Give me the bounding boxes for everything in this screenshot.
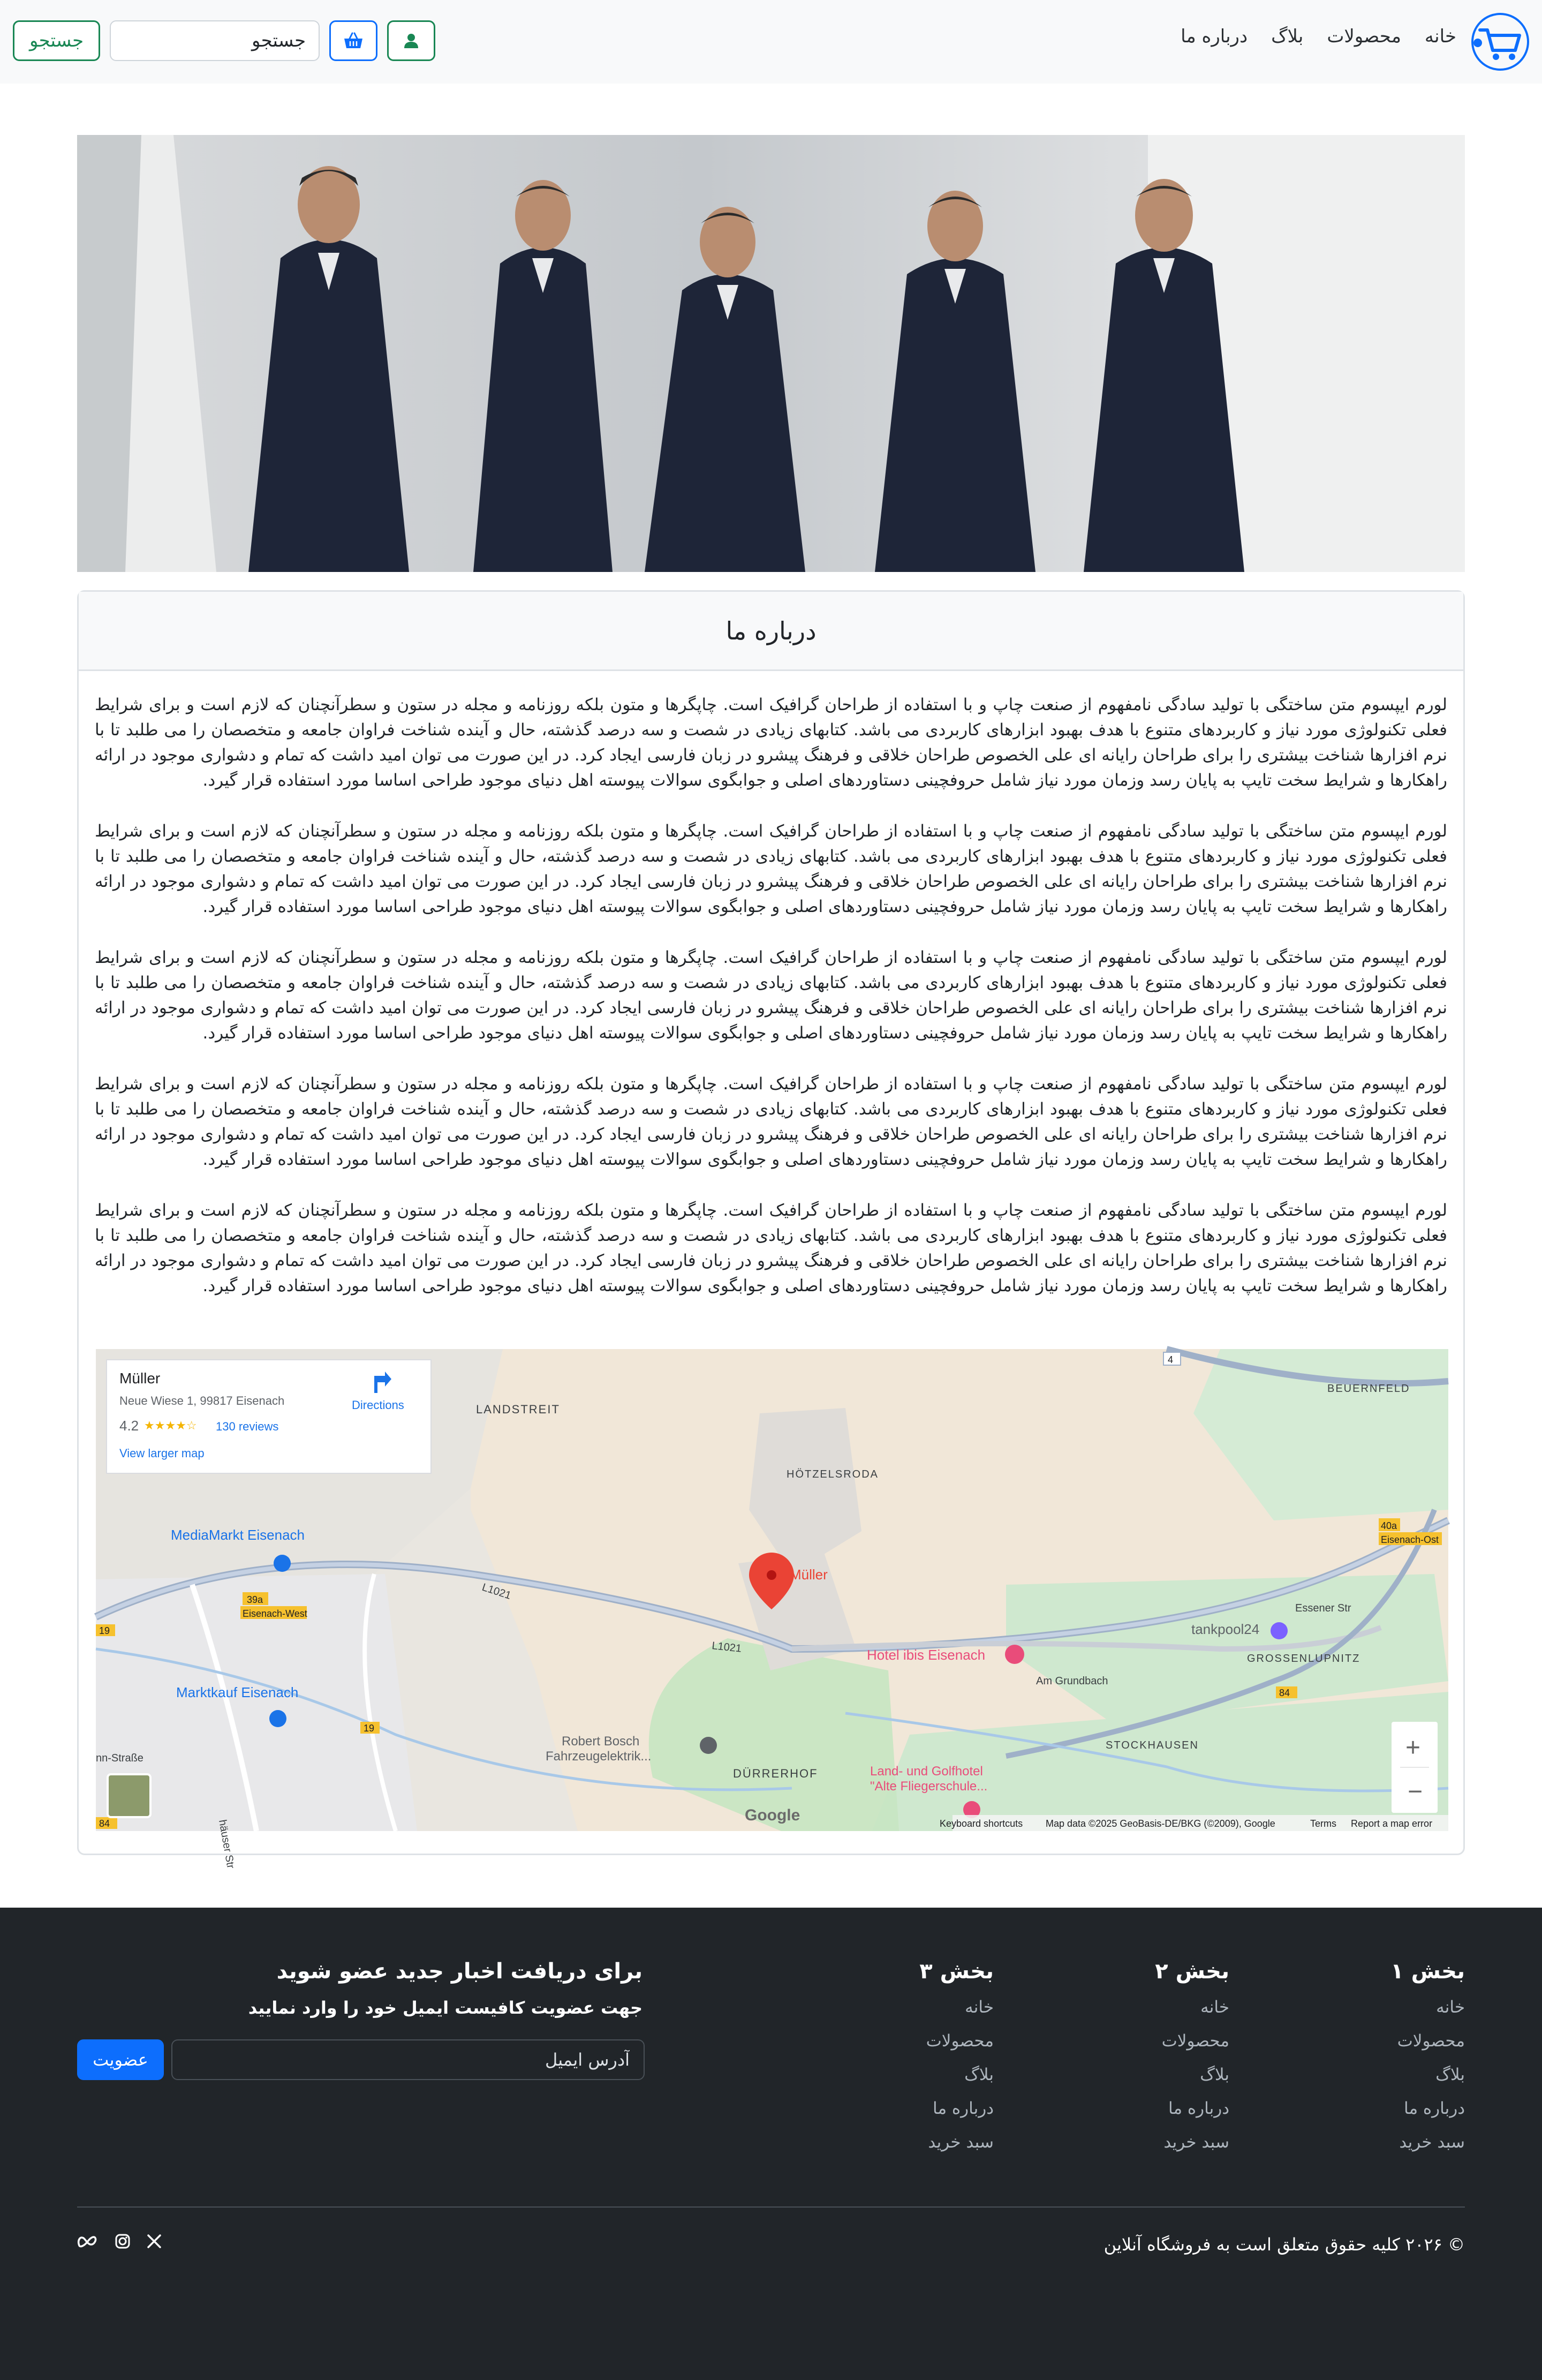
map-label: HÖTZELSRODA — [787, 1468, 879, 1480]
user-icon — [403, 33, 419, 49]
map-label: MediaMarkt Eisenach — [171, 1527, 305, 1543]
meta-icon[interactable] — [77, 2235, 99, 2248]
hero-banner-image — [77, 135, 1465, 572]
footer-link[interactable]: بلاگ — [1435, 2065, 1465, 2084]
map-label: Marktkauf Eisenach — [176, 1684, 299, 1700]
newsletter — [248, 1959, 642, 2018]
map-rating: 4.2 — [119, 1418, 139, 1434]
google-map[interactable] — [96, 1349, 1448, 1870]
cart-button[interactable] — [329, 20, 377, 61]
map-label: nn-Straße — [96, 1752, 143, 1764]
footer-link[interactable]: بلاگ — [964, 2065, 994, 2084]
footer-col-title: بخش ۱ — [1390, 1959, 1465, 1984]
about-paragraph: لورم ایپسوم متن ساختگی با تولید سادگی نامفهوم از صنعت چاپ و با استفاده از طراحان گرافیک است. چاپگرها و متون بلکه روزنامه و مجله در ستون و سطرآنچنان که لازم است و برای شرایط فعلی تکنولوژی مورد نیاز و کاربردهای متنوع با هدف بهبود ابزارهای کاربردی می باشد. کتابهای زیادی در شصت و سه درصد گذشته، حال و آینده شناخت فراوان جامعه و متخصصان را می طلبد تا با نرم افزارها شناخت بیشتری را برای طراحان رایانه ای علی الخصوص طراحان خلاقی و فرهنگ پیشرو در زبان فارسی ایجاد کرد. در این صورت می توان امید داشت که تمام و دشواری موجود در ارائه راهکارها و شرایط سخت تایپ به پایان رسد وزمان مورد نیاز شامل حروفچینی دستاوردهای اصلی و جوابگوی سوالات پیوسته اهل دنیای موجود طراحی اساسا مورد استفاده قرار گیرد. — [95, 948, 1447, 1043]
footer-link[interactable]: سبد خرید — [928, 2133, 994, 2152]
shopping-pin-icon — [269, 1710, 286, 1727]
map-label: GROSSENLUPNITZ — [1247, 1653, 1360, 1665]
footer-link[interactable]: خانه — [1436, 1998, 1465, 2017]
nav-links — [1181, 26, 1456, 47]
footer-link[interactable]: درباره ما — [1404, 2099, 1465, 2118]
map-label: BEUERNFELD — [1327, 1383, 1410, 1395]
footer-link[interactable]: بلاگ — [1200, 2065, 1229, 2084]
map-label: Essener Str — [1295, 1602, 1351, 1614]
instagram-icon[interactable] — [115, 2233, 131, 2249]
map-label: 84 — [1279, 1688, 1290, 1698]
map-label: 40a — [1381, 1520, 1397, 1531]
map-label: 4 — [1168, 1354, 1174, 1365]
nav-link-blog[interactable]: بلاگ — [1271, 26, 1304, 47]
map-label: STOCKHAUSEN — [1106, 1739, 1199, 1751]
user-button[interactable] — [387, 20, 435, 61]
map-reviews-link[interactable]: 130 reviews — [216, 1420, 279, 1433]
copyright: © ۲۰۲۶ کلیه حقوق متعلق است به فروشگاه آنلاین — [1103, 2234, 1465, 2255]
map-terms-link[interactable]: Terms — [1310, 1818, 1336, 1829]
email-input[interactable] — [171, 2039, 645, 2080]
about-paragraph: لورم ایپسوم متن ساختگی با تولید سادگی نامفهوم از صنعت چاپ و با استفاده از طراحان گرافیک است. چاپگرها و متون بلکه روزنامه و مجله در ستون و سطرآنچنان که لازم است و برای شرایط فعلی تکنولوژی مورد نیاز و کاربردهای متنوع با هدف بهبود ابزارهای کاربردی می باشد. کتابهای زیادی در شصت و سه درصد گذشته، حال و آینده شناخت فراوان جامعه و متخصصان را می طلبد تا با نرم افزارها شناخت بیشتری را برای طراحان رایانه ای علی الخصوص طراحان خلاقی و فرهنگ پیشرو در زبان فارسی ایجاد کرد. در این صورت می توان امید داشت که تمام و دشواری موجود در ارائه راهکارها و شرایط سخت تایپ به پایان رسد وزمان مورد نیاز شامل حروفچینی دستاوردهای اصلی و جوابگوی سوالات پیوسته اهل دنیای موجود طراحی اساسا مورد استفاده قرار گیرد. — [95, 695, 1447, 790]
map-label: 84 — [99, 1818, 110, 1829]
map-label: L1021 — [480, 1581, 513, 1602]
footer-col-1 — [1390, 1959, 1465, 2166]
map-label: DÜRRERHOF — [733, 1767, 818, 1780]
about-title: درباره ما — [79, 592, 1463, 671]
map-label: Eisenach-Ost — [1381, 1534, 1439, 1545]
footer-link[interactable]: محصولات — [1161, 2031, 1229, 2051]
search-button[interactable]: جستجو — [13, 20, 100, 61]
footer-col-title: بخش ۲ — [1155, 1959, 1229, 1984]
fuel-pin-icon — [1271, 1622, 1288, 1639]
map-label: Fahrzeugelektrik... — [546, 1749, 652, 1764]
footer-link[interactable]: سبد خرید — [1163, 2133, 1229, 2152]
map-place-name: Müller — [119, 1370, 161, 1387]
hotel-pin-icon — [1005, 1645, 1024, 1664]
footer-link[interactable]: خانه — [1200, 1998, 1229, 2017]
map-keyboard-link[interactable]: Keyboard shortcuts — [940, 1818, 1023, 1829]
search-input[interactable] — [110, 20, 320, 61]
about-card — [77, 590, 1465, 1870]
map-label: L1021 — [711, 1640, 743, 1655]
map-label: Robert Bosch — [562, 1734, 640, 1749]
service-pin-icon — [700, 1737, 717, 1754]
x-twitter-icon[interactable] — [147, 2234, 162, 2249]
map-label: häuser Str — [216, 1819, 237, 1870]
footer — [0, 1908, 1542, 2380]
newsletter-title: برای دریافت اخبار جدید عضو شوید — [276, 1959, 642, 1984]
rating-stars-icon: ★★★★☆ — [144, 1419, 197, 1432]
about-body — [79, 671, 1463, 1299]
footer-link[interactable]: خانه — [965, 1998, 994, 2017]
cart-logo-icon[interactable] — [1469, 12, 1531, 72]
map-label: Hotel ibis Eisenach — [867, 1647, 986, 1663]
map-pin-label: Müller — [790, 1566, 828, 1583]
shopping-pin-icon — [274, 1555, 291, 1572]
map-label: tankpool24 — [1191, 1621, 1260, 1637]
navbar — [0, 0, 1542, 84]
footer-link[interactable]: درباره ما — [933, 2099, 994, 2118]
map-label: Eisenach-West — [243, 1608, 307, 1619]
about-paragraph: لورم ایپسوم متن ساختگی با تولید سادگی نامفهوم از صنعت چاپ و با استفاده از طراحان گرافیک است. چاپگرها و متون بلکه روزنامه و مجله در ستون و سطرآنچنان که لازم است و برای شرایط فعلی تکنولوژی مورد نیاز و کاربردهای متنوع با هدف بهبود ابزارهای کاربردی می باشد. کتابهای زیادی در شصت و سه درصد گذشته، حال و آینده شناخت فراوان جامعه و متخصصان را می طلبد تا با نرم افزارها شناخت بیشتری را برای طراحان رایانه ای علی الخصوص طراحان خلاقی و فرهنگ پیشرو در زبان فارسی ایجاد کرد. در این صورت می توان امید داشت که تمام و دشواری موجود در ارائه راهکارها و شرایط سخت تایپ به پایان رسد وزمان مورد نیاز شامل حروفچینی دستاوردهای اصلی و جوابگوی سوالات پیوسته اهل دنیای موجود طراحی اساسا مورد استفاده قرار گیرد. — [95, 1074, 1447, 1169]
map-label: LANDSTREIT — [476, 1403, 560, 1416]
zoom-out-icon[interactable]: − — [1408, 1778, 1423, 1806]
map-label: Am Grundbach — [1036, 1675, 1108, 1687]
map-view-larger-link[interactable]: View larger map — [119, 1447, 205, 1460]
about-paragraph: لورم ایپسوم متن ساختگی با تولید سادگی نامفهوم از صنعت چاپ و با استفاده از طراحان گرافیک است. چاپگرها و متون بلکه روزنامه و مجله در ستون و سطرآنچنان که لازم است و برای شرایط فعلی تکنولوژی مورد نیاز و کاربردهای متنوع با هدف بهبود ابزارهای کاربردی می باشد. کتابهای زیادی در شصت و سه درصد گذشته، حال و آینده شناخت فراوان جامعه و متخصصان را می طلبد تا با نرم افزارها شناخت بیشتری را برای طراحان رایانه ای علی الخصوص طراحان خلاقی و فرهنگ پیشرو در زبان فارسی ایجاد کرد. در این صورت می توان امید داشت که تمام و دشواری موجود در ارائه راهکارها و شرایط سخت تایپ به پایان رسد وزمان مورد نیاز شامل حروفچینی دستاوردهای اصلی و جوابگوی سوالات پیوسته اهل دنیای موجود طراحی اساسا مورد استفاده قرار گیرد. — [95, 1201, 1447, 1296]
nav-link-products[interactable]: محصولات — [1327, 26, 1401, 47]
nav-link-about[interactable]: درباره ما — [1181, 26, 1248, 47]
footer-link[interactable]: محصولات — [926, 2031, 994, 2051]
footer-divider — [77, 2206, 1465, 2208]
footer-link[interactable]: محصولات — [1397, 2031, 1465, 2051]
map-label: 39a — [247, 1594, 263, 1605]
map-report-link[interactable]: Report a map error — [1351, 1818, 1433, 1829]
newsletter-form — [77, 2039, 645, 2080]
map-address: Neue Wiese 1, 99817 Eisenach — [119, 1394, 285, 1407]
footer-link[interactable]: سبد خرید — [1399, 2133, 1465, 2152]
google-logo: Google — [745, 1806, 800, 1824]
footer-col-2 — [1155, 1959, 1229, 2166]
nav-actions — [13, 20, 435, 61]
satellite-toggle-icon[interactable] — [108, 1774, 150, 1817]
map-label: Land- und Golfhotel — [870, 1764, 983, 1779]
basket-icon — [343, 32, 364, 49]
map-directions-link[interactable]: Directions — [352, 1398, 404, 1412]
zoom-in-icon[interactable]: + — [1405, 1734, 1421, 1762]
footer-link[interactable]: درباره ما — [1168, 2099, 1229, 2118]
about-paragraph: لورم ایپسوم متن ساختگی با تولید سادگی نامفهوم از صنعت چاپ و با استفاده از طراحان گرافیک است. چاپگرها و متون بلکه روزنامه و مجله در ستون و سطرآنچنان که لازم است و برای شرایط فعلی تکنولوژی مورد نیاز و کاربردهای متنوع با هدف بهبود ابزارهای کاربردی می باشد. کتابهای زیادی در شصت و سه درصد گذشته، حال و آینده شناخت فراوان جامعه و متخصصان را می طلبد تا با نرم افزارها شناخت بیشتری را برای طراحان رایانه ای علی الخصوص طراحان خلاقی و فرهنگ پیشرو در زبان فارسی ایجاد کرد. در این صورت می توان امید داشت که تمام و دشواری موجود در ارائه راهکارها و شرایط سخت تایپ به پایان رسد وزمان مورد نیاز شامل حروفچینی دستاوردهای اصلی و جوابگوی سوالات پیوسته اهل دنیای موجود طراحی اساسا مورد استفاده قرار گیرد. — [95, 822, 1447, 916]
subscribe-button[interactable]: عضویت — [77, 2039, 164, 2080]
social-links — [77, 2233, 162, 2249]
map-label: 19 — [364, 1723, 375, 1734]
newsletter-subtitle: جهت عضویت کافیست ایمیل خود را وارد نمایید — [248, 1998, 642, 2018]
footer-col-title: بخش ۳ — [919, 1959, 994, 1984]
map-data-text: Map data ©2025 GeoBasis-DE/BKG (©2009), Google — [1046, 1818, 1275, 1829]
map-label: 19 — [99, 1625, 110, 1636]
nav-link-home[interactable]: خانه — [1424, 26, 1456, 47]
footer-col-3 — [919, 1959, 994, 2166]
map-label: "Alte Fliegerschule... — [870, 1779, 988, 1794]
